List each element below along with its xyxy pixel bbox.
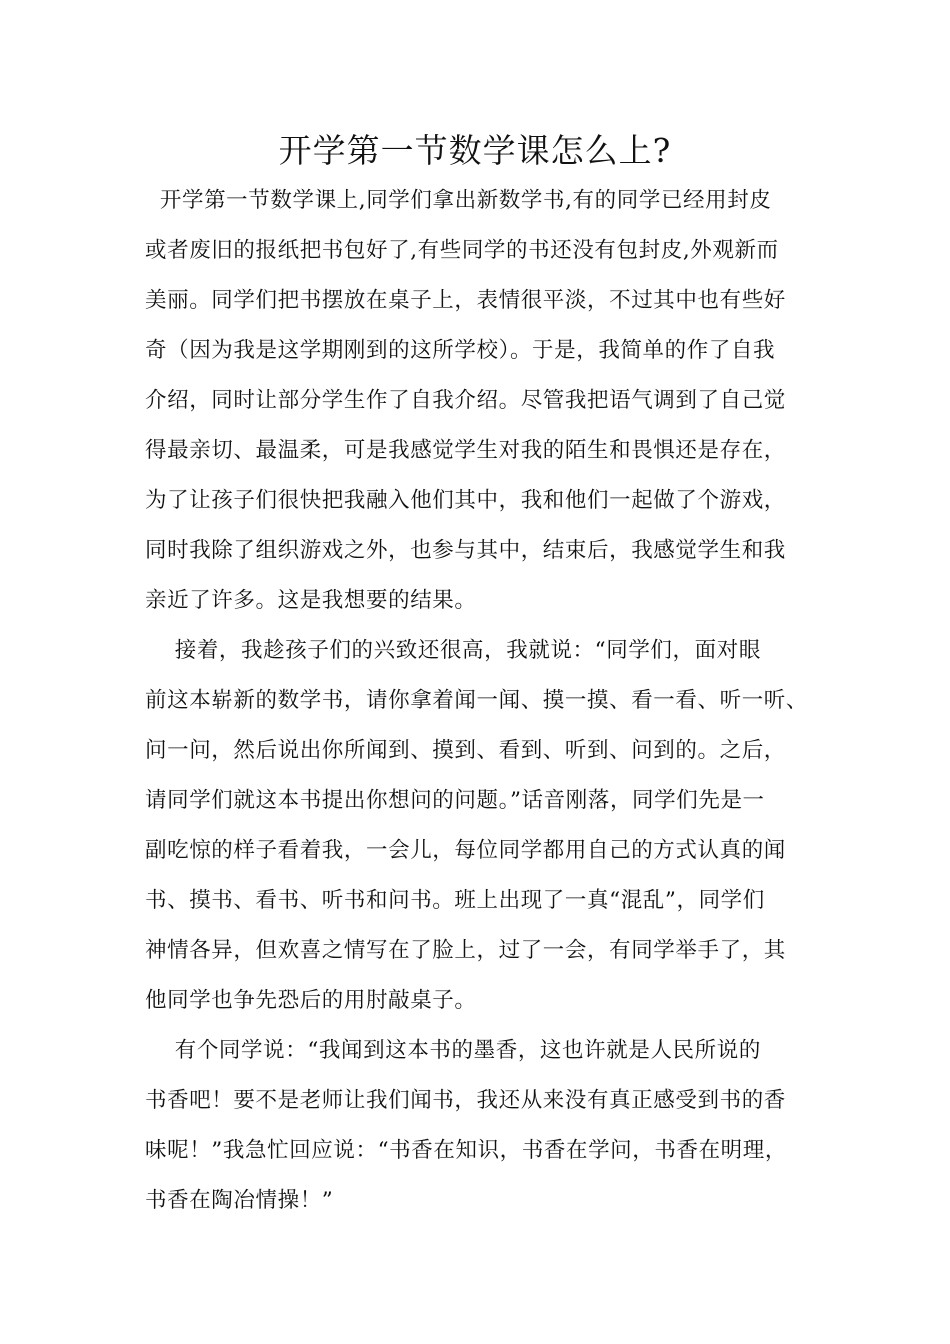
text-line: 美丽。同学们把书摆放在桌子上，表情很平淡，不过其中也有些好 [145, 288, 786, 313]
text-line: 书香在陶冶情操！” [145, 1188, 334, 1213]
text-line: 书香吧！要不是老师让我们闻书，我还从来没有真正感受到书的香 [145, 1088, 786, 1113]
text-line: 味呢！”我急忙回应说：“书香在知识，书香在学问，书香在明理， [145, 1138, 787, 1163]
text-line: 亲近了许多。这是我想要的结果。 [145, 588, 477, 613]
text-line: 奇（因为我是这学期刚到的这所学校）。于是，我简单的作了自我 [145, 338, 776, 363]
text-line: 前这本崭新的数学书，请你拿着闻一闻、摸一摸、看一看、听一听、 [145, 688, 809, 713]
text-line: 神情各异，但欢喜之情写在了脸上，过了一会，有同学举手了，其 [145, 938, 786, 963]
text-line: 接着，我趁孩子们的兴致还很高，我就说：“同学们，面对眼 [145, 638, 761, 663]
text-line: 得最亲切、最温柔，可是我感觉学生对我的陌生和畏惧还是存在， [145, 438, 786, 463]
text-line: 有个同学说：“我闻到这本书的墨香，这也许就是人民所说的 [145, 1038, 761, 1063]
document-title: 开学第一节数学课怎么上? [278, 131, 672, 170]
text-line: 副吃惊的样子看着我，一会儿，每位同学都用自己的方式认真的闻 [145, 838, 786, 863]
text-line: 问一问，然后说出你所闻到、摸到、看到、听到、问到的。之后， [145, 738, 786, 763]
text-line: 或者废旧的报纸把书包好了,有些同学的书还没有包封皮,外观新而 [145, 238, 779, 263]
text-line: 开学第一节数学课上,同学们拿出新数学书,有的同学已经用封皮 [145, 188, 772, 213]
text-line: 同时我除了组织游戏之外，也参与其中，结束后，我感觉学生和我 [145, 538, 786, 563]
text-line: 请同学们就这本书提出你想问的问题。”话音刚落，同学们先是一 [145, 788, 765, 813]
text-line: 他同学也争先恐后的用肘敲桌子。 [145, 988, 477, 1013]
text-line: 为了让孩子们很快把我融入他们其中，我和他们一起做了个游戏， [145, 488, 786, 513]
text-line: 书、摸书、看书、听书和问书。班上出现了一真“混乱”，同学们 [145, 888, 765, 913]
text-line: 介绍，同时让部分学生作了自我介绍。尽管我把语气调到了自己觉 [145, 388, 786, 413]
